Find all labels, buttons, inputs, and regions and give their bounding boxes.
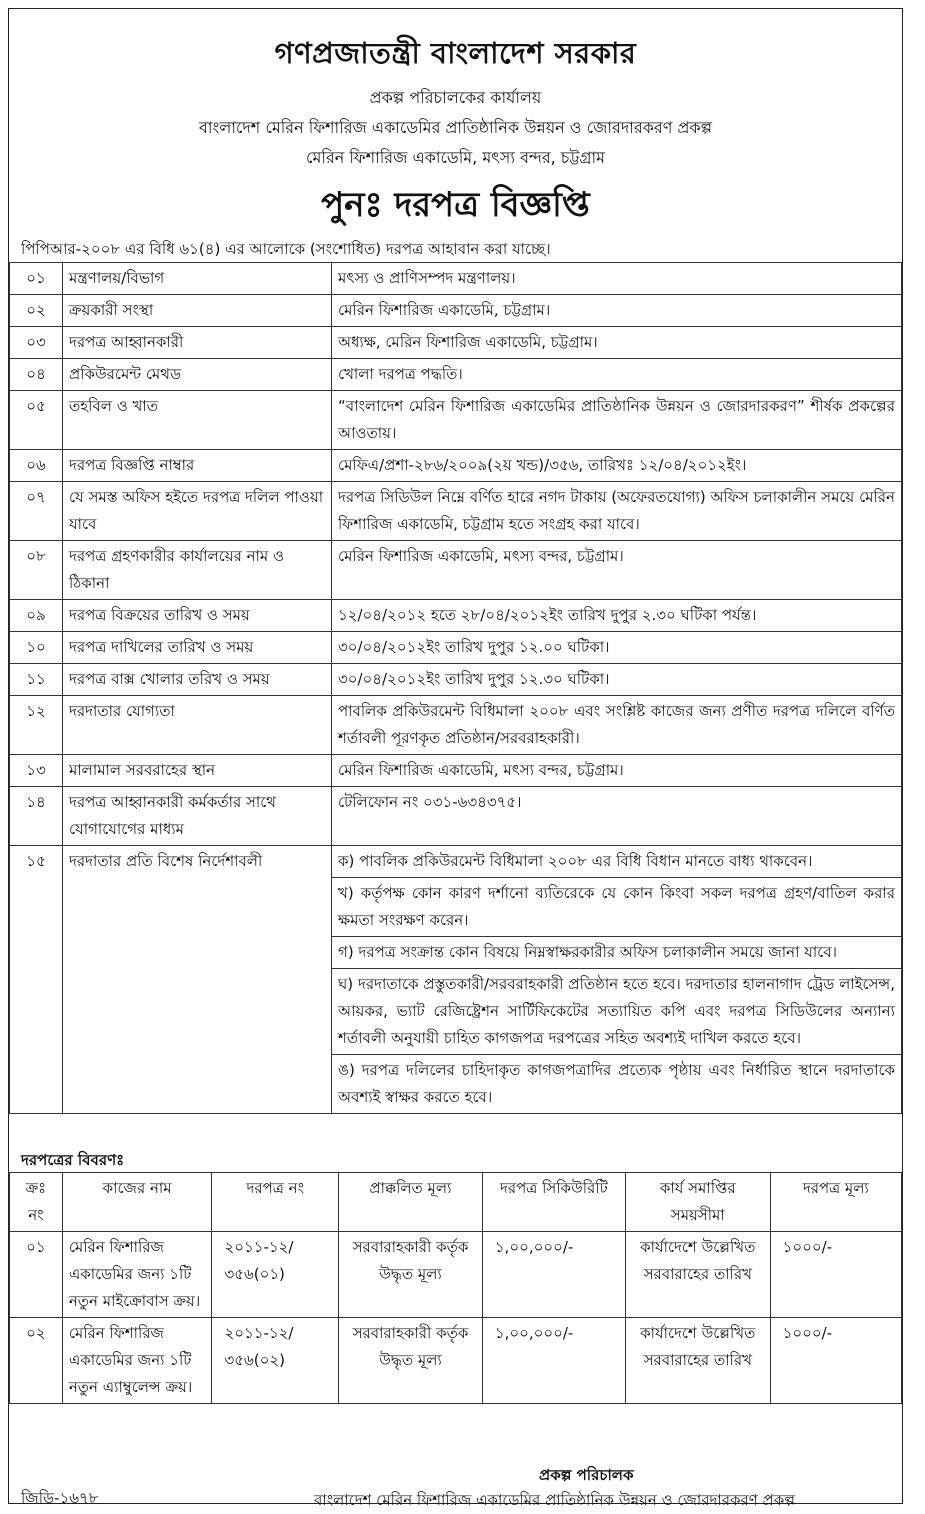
info-label: দরপত্র আহ্বানকারী কর্মকর্তার সাথে যোগাযোগের মাধ্যম <box>63 787 332 846</box>
serial-number: ০৪ <box>10 359 63 391</box>
info-label: তহবিল ও খাত <box>63 391 332 450</box>
serial-number: ১৫ <box>10 846 63 1114</box>
serial-number: ০৭ <box>10 482 63 541</box>
table-cell: ১০০০/- <box>770 1318 901 1404</box>
info-value: ৩০/০৪/২০১২ইং তারিখ দুপুর ১২.০০ ঘটিকা। <box>332 632 902 664</box>
info-value: ৩০/০৪/২০১২ইং তারিখ দুপুর ১২.৩০ ঘটিকা। <box>332 664 902 696</box>
table-cell: ২০১১-১২/ ৩৫৬(০২) <box>212 1318 339 1404</box>
info-row <box>10 600 902 632</box>
table-cell: মেরিন ফিশারিজ একাডেমির জন্য ১টি নতুন এ্যাম্বুলেন্স ক্রয়। <box>62 1318 212 1404</box>
instruction-item: গ) দরপত্র সংক্রান্ত কোন বিষয়ে নিম্নস্বাক্ষরকারীর অফিস চলাকালীন সময়ে জানা যাবে। <box>332 937 902 969</box>
column-header: প্রাক্কলিত মূল্য <box>339 1173 483 1232</box>
info-value: মেরিন ফিশারিজ একাডেমি, চট্টগ্রাম। <box>332 295 902 327</box>
info-table <box>9 262 902 1114</box>
serial-number: ১৩ <box>10 755 63 787</box>
info-value: পাবলিক প্রকিউরমেন্ট বিধিমালা ২০০৮ এবং সংশ্লিষ্ট কাজের জন্য প্রণীত দরপত্র দলিলে বর্ণিত শর্তাবলী পূরণকৃত প্রতিষ্ঠান/সরবরাহকারী। <box>332 696 902 755</box>
table-cell: সরবারাহকারী কর্তৃক উদ্ধৃত মূল্য <box>339 1318 483 1404</box>
info-row <box>10 295 902 327</box>
table-cell: কার্যাদেশে উল্লেখিত সরবারাহের তারিখ <box>625 1232 770 1318</box>
info-value: দরপত্র সিডিউল নিম্নে বর্ণিত হারে নগদ টাকায় (অফেরতযোগ্য) অফিস চলাকালীন সময়ে মেরিন ফিশারিজ একাডেমি, চট্টগ্রাম হতে সংগ্রহ করা যাবে। <box>332 482 902 541</box>
info-label: প্রকিউরমেন্ট মেথড <box>63 359 332 391</box>
info-label: যে সমস্ত অফিস হইতে দরপত্র দলিল পাওয়া যাবে <box>63 482 332 541</box>
info-row <box>10 359 902 391</box>
table-row <box>10 1318 902 1404</box>
serial-number: ০৮ <box>10 541 63 600</box>
table-cell: সরবারাহকারী কর্তৃক উদ্ধৃত মূল্য <box>339 1232 483 1318</box>
column-header: কাজের নাম <box>62 1173 212 1232</box>
column-header: ক্রঃ নং <box>10 1173 63 1232</box>
instruction-item: ঙ) দরপত্র দলিলের চাহিদাকৃত কাগজপত্রাদির প্রত্যেক পৃষ্ঠায় এবং নির্ধারিত স্থানে দরদাতাকে অবশ্যই স্বাক্ষর করতে হবে। <box>332 1055 902 1114</box>
table-cell: মেরিন ফিশারিজ একাডেমির জন্য ১টি নতুন মাইক্রোবাস ক্রয়। <box>62 1232 212 1318</box>
serial-number: ১৪ <box>10 787 63 846</box>
info-label: দরপত্র বাক্স খোলার তরিখ ও সময় <box>63 664 332 696</box>
info-label: মন্ত্রণালয়/বিভাগ <box>63 263 332 295</box>
info-label: দরপত্র গ্রহণকারীর কার্যালয়ের নাম ও ঠিকানা <box>63 541 332 600</box>
serial-number: ০৯ <box>10 600 63 632</box>
info-row <box>10 755 902 787</box>
tender-notice <box>8 8 903 1509</box>
column-header: দরপত্র মূল্য <box>770 1173 901 1232</box>
info-value: মেরিন ফিশারিজ একাডেমি, মৎস্য বন্দর, চট্টগ্রাম। <box>332 755 902 787</box>
serial-number: ০৩ <box>10 327 63 359</box>
info-label: ক্রয়কারী সংস্থা <box>63 295 332 327</box>
serial-number: ০১ <box>10 263 63 295</box>
table-cell: ১,০০,০০০/- <box>482 1318 625 1404</box>
info-row <box>10 327 902 359</box>
signatory: প্রকল্প পরিচালক <box>539 1466 634 1484</box>
instruction-item: ক) পাবলিক প্রকিউরমেন্ট বিধিমালা ২০০৮ এর বিধি বিধান মানতে বাধ্য থাকবেন। <box>332 846 902 878</box>
column-header: কার্য সমাপ্তির সময়সীমা <box>625 1173 770 1232</box>
table-cell: ০২ <box>10 1318 63 1404</box>
info-row <box>10 664 902 696</box>
serial-number: ১২ <box>10 696 63 755</box>
info-label: মালামাল সরবরাহের স্থান <box>63 755 332 787</box>
footer-project: বাংলাদেশ মেরিন ফিশারিজ একাডেমির প্রাতিষ্ঠানিক উন্নয়ন ও জোরদারকরণ প্রকল্প <box>314 1491 795 1509</box>
info-label: দরপত্র আহ্বানকারী <box>63 327 332 359</box>
info-label: দরপত্র বিজ্ঞপ্তি নাম্বার <box>63 450 332 482</box>
instruction-item: ঘ) দরদাতাকে প্রস্তুতকারী/সরবরাহকারী প্রতিষ্ঠান হতে হবে। দরদাতার হালনাগাদ ট্রেড লাইসেন্স, আয়কর, ভ্যাট রেজিষ্ট্রেশন সার্টিফিকেটের সত্যায়িত কপি এবং দরপত্র সিডিউলের অন্যান্য শর্তাবলী অনুযায়ী চাহিত কাগজপত্র দরপত্রের সহিত অবশ্যই দাখিল করতে হবে। <box>332 969 902 1055</box>
column-header: দরপত্র নং <box>212 1173 339 1232</box>
info-label: দরদাতার যোগ্যতা <box>63 696 332 755</box>
government-title: গণপ্রজাতন্ত্রী বাংলাদেশ সরকার <box>274 36 637 70</box>
table-cell: ২০১১-১২/ ৩৫৬(০১) <box>212 1232 339 1318</box>
table-cell: কার্যাদেশে উল্লেখিত সরবারাহের তারিখ <box>625 1318 770 1404</box>
project-name: বাংলাদেশ মেরিন ফিশারিজ একাডেমির প্রাতিষ্ঠানিক উন্নয়ন ও জোরদারকরণ প্রকল্প <box>198 118 713 137</box>
info-label: দরপত্র বিক্রয়ের তারিখ ও সময় <box>63 600 332 632</box>
info-value: অধ্যক্ষ, মেরিন ফিশারিজ একাডেমি, চট্টগ্রাম। <box>332 327 902 359</box>
info-row <box>10 787 902 846</box>
table-cell: ১০০০/- <box>770 1232 901 1318</box>
items-table <box>9 1172 902 1404</box>
info-value: খোলা দরপত্র পদ্ধতি। <box>332 359 902 391</box>
info-value: মেরিন ফিশারিজ একাডেমি, মৎস্য বন্দর, চট্টগ্রাম। <box>332 541 902 600</box>
office-address: মেরিন ফিশারিজ একাডেমি, মৎস্য বন্দর, চট্টগ্রাম <box>305 148 606 167</box>
info-value: টেলিফোন নং ০৩১-৬৩৪৩৭৫। <box>332 787 902 846</box>
info-label: দরদাতার প্রতি বিশেষ নির্দেশাবলী <box>63 846 332 1114</box>
info-label: দরপত্র দাখিলের তারিখ ও সময় <box>63 632 332 664</box>
info-row <box>10 391 902 450</box>
info-value: ১২/০৪/২০১২ হতে ২৮/০৪/২০১২ইং তারিখ দুপুর ২.৩০ ঘটিকা পর্যন্ত। <box>332 600 902 632</box>
info-row <box>10 482 902 541</box>
intro-text: পিপিআর-২০০৮ এর বিধি ৬১(৪) এর আলোকে (সংশোধিত) দরপত্র আহাবান করা যাচ্ছে। <box>21 240 551 258</box>
info-row <box>10 263 902 295</box>
gd-number: জিডি-১৬৭৮ <box>21 1489 99 1507</box>
info-row <box>10 450 902 482</box>
table-cell: ০১ <box>10 1232 63 1318</box>
office-name: প্রকল্প পরিচালকের কার্যালয় <box>369 88 542 107</box>
table-row <box>10 1232 902 1318</box>
serial-number: ০৬ <box>10 450 63 482</box>
serial-number: ১১ <box>10 664 63 696</box>
serial-number: ০৫ <box>10 391 63 450</box>
info-row <box>10 696 902 755</box>
info-row <box>10 632 902 664</box>
table-cell: ১,০০,০০০/- <box>482 1232 625 1318</box>
notice-title: পুনঃ দরপত্র বিজ্ঞপ্তি <box>321 185 590 225</box>
serial-number: ১০ <box>10 632 63 664</box>
info-value: মেফিএ/প্রশা-২৮৬/২০০৯(২য় খন্ড)/৩৫৬, তারিখঃ ১২/০৪/২০১২ইং। <box>332 450 902 482</box>
serial-number: ০২ <box>10 295 63 327</box>
info-row <box>10 541 902 600</box>
instruction-item: খ) কর্তৃপক্ষ কোন কারণ দর্শানো ব্যতিরেকে যে কোন কিংবা সকল দরপত্র গ্রহণ/বাতিল করার ক্ষমতা সংরক্ষণ করেন। <box>332 878 902 937</box>
info-value: মৎস্য ও প্রাণিসম্পদ মন্ত্রণালয়। <box>332 263 902 295</box>
details-heading: দরপত্রের বিবরণঃ <box>21 1151 125 1169</box>
info-value: “বাংলাদেশ মেরিন ফিশারিজ একাডেমির প্রাতিষ্ঠানিক উন্নয়ন ও জোরদারকরণ” শীর্ষক প্রকল্পের আওতায়। <box>332 391 902 450</box>
column-header: দরপত্র সিকিউরিটি <box>482 1173 625 1232</box>
instruction-row <box>10 846 902 878</box>
